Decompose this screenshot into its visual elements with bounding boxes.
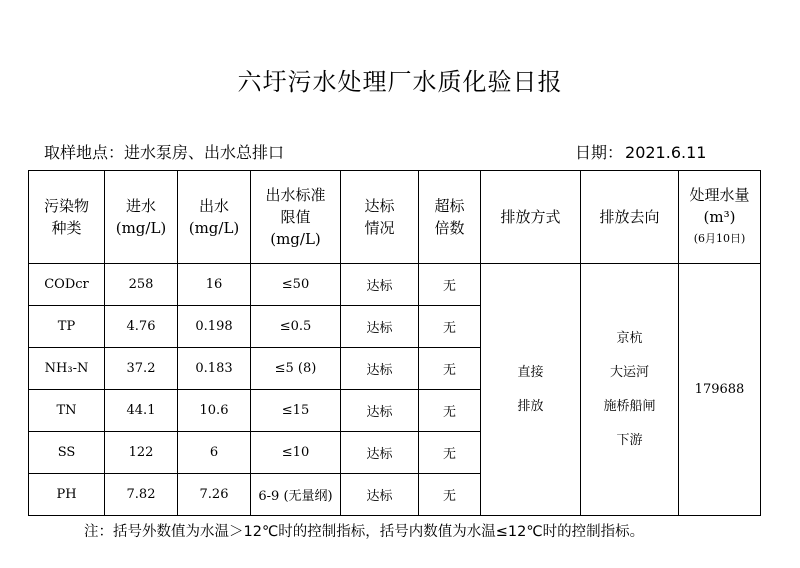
sampling-location: 取样地点：进水泵房、出水总排口	[44, 143, 285, 162]
header-discharge-method: 排放方式	[481, 171, 581, 264]
cell-status: 达标	[341, 348, 419, 390]
cell-influent: 122	[105, 432, 178, 474]
cell-status: 达标	[341, 432, 419, 474]
cell-exceed: 无	[419, 474, 481, 516]
cell-exceed: 无	[419, 348, 481, 390]
cell-exceed: 无	[419, 264, 481, 306]
cell-influent: 7.82	[105, 474, 178, 516]
cell-effluent: 0.198	[178, 306, 251, 348]
footnote: 注：括号外数值为水温＞12℃时的控制指标，括号内数值为水温≤12℃时的控制指标。	[84, 524, 645, 540]
cell-influent: 4.76	[105, 306, 178, 348]
cell-limit: ≤10	[251, 432, 341, 474]
cell-limit: ≤50	[251, 264, 341, 306]
table-row	[29, 264, 761, 306]
cell-limit: ≤0.5	[251, 306, 341, 348]
cell-pollutant: CODcr	[29, 264, 105, 306]
header-discharge-destination: 排放去向	[581, 171, 679, 264]
cell-effluent: 6	[178, 432, 251, 474]
cell-pollutant: NH₃-N	[29, 348, 105, 390]
cell-pollutant: SS	[29, 432, 105, 474]
cell-pollutant: TP	[29, 306, 105, 348]
cell-effluent: 7.26	[178, 474, 251, 516]
cell-exceed: 无	[419, 390, 481, 432]
cell-effluent: 16	[178, 264, 251, 306]
report-date	[575, 140, 706, 163]
cell-status: 达标	[341, 306, 419, 348]
cell-status: 达标	[341, 474, 419, 516]
cell-influent: 258	[105, 264, 178, 306]
header-pollutant: 污染物 种类	[29, 171, 105, 264]
header-limit: 出水标准 限值 (mg/L)	[251, 171, 341, 264]
cell-limit: 6-9 (无量纲)	[251, 474, 341, 516]
cell-discharge-destination: 京杭 大运河 施桥船闸 下游	[581, 264, 679, 516]
header-exceed: 超标 倍数	[419, 171, 481, 264]
date-label: 日期：	[575, 143, 624, 162]
water-quality-table	[28, 170, 761, 516]
header-effluent: 出水 (mg/L)	[178, 171, 251, 264]
header-influent: 进水 (mg/L)	[105, 171, 178, 264]
cell-discharge-method: 直接 排放	[481, 264, 581, 516]
report-title: 六圩污水处理厂水质化验日报	[237, 68, 563, 96]
cell-pollutant: PH	[29, 474, 105, 516]
cell-influent: 37.2	[105, 348, 178, 390]
table-header-row	[29, 171, 761, 264]
header-status: 达标 情况	[341, 171, 419, 264]
header-treated-volume: 处理水量 (m³) (6月10日)	[679, 171, 761, 264]
cell-treated-volume: 179688	[679, 264, 761, 516]
cell-limit: ≤15	[251, 390, 341, 432]
date-value: 2021.6.11	[625, 143, 707, 162]
cell-limit: ≤5 (8)	[251, 348, 341, 390]
cell-effluent: 10.6	[178, 390, 251, 432]
cell-status: 达标	[341, 390, 419, 432]
cell-exceed: 无	[419, 306, 481, 348]
cell-exceed: 无	[419, 432, 481, 474]
cell-pollutant: TN	[29, 390, 105, 432]
cell-status: 达标	[341, 264, 419, 306]
cell-effluent: 0.183	[178, 348, 251, 390]
cell-influent: 44.1	[105, 390, 178, 432]
